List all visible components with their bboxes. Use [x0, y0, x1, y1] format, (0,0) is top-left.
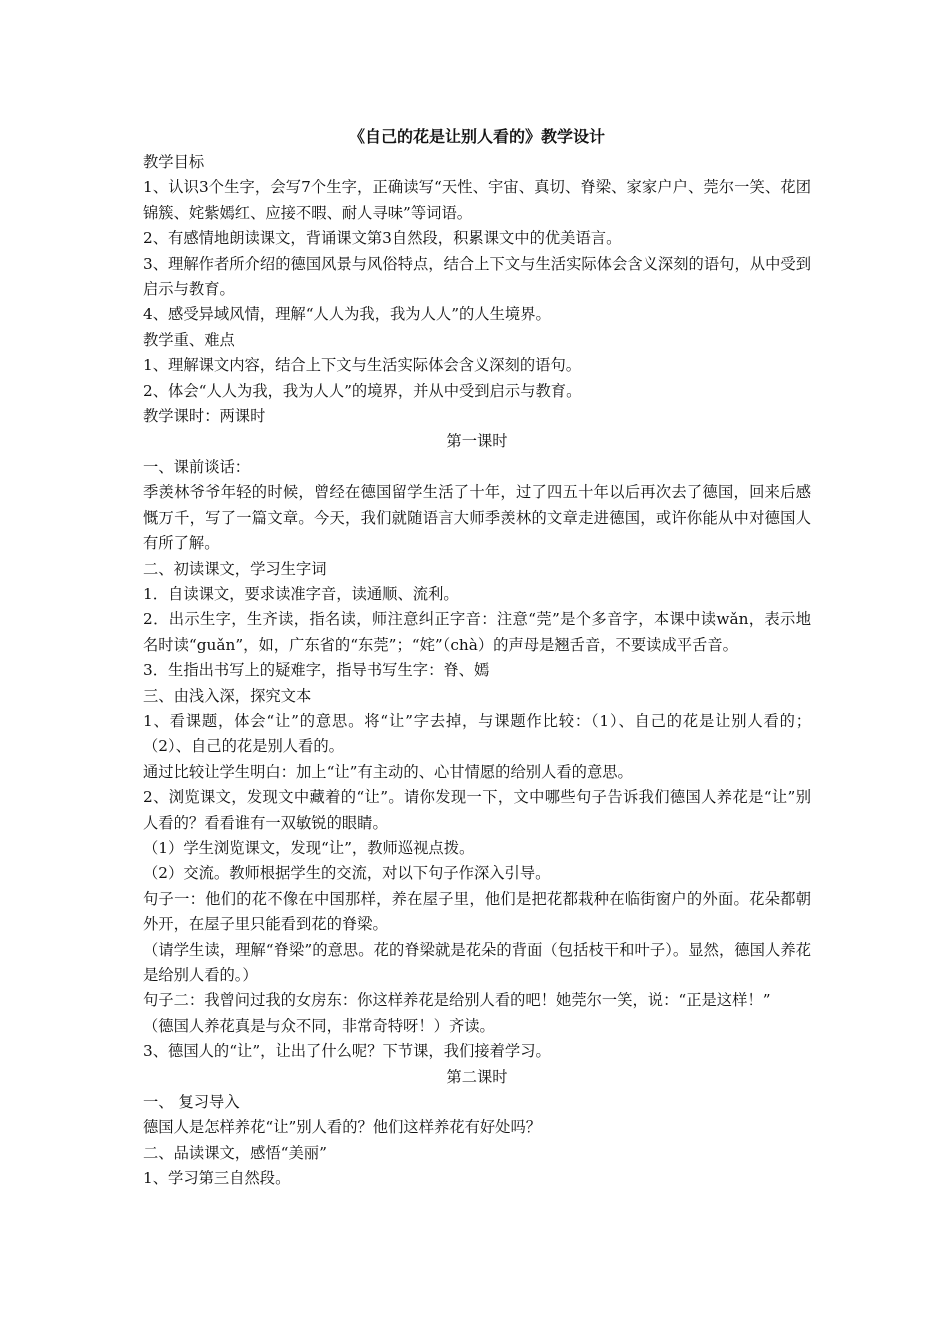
- paragraph: 二、品读课文，感悟“美丽”: [143, 1143, 327, 1162]
- paragraph: （2）交流。教师根据学生的交流，对以下句子作深入引导。: [143, 864, 551, 883]
- paragraph: （请学生读，理解“脊梁”的意思。花的脊梁就是花朵的背面（包括枝干和叶子）。显然，德国人养花是给别人看的。）: [143, 940, 811, 984]
- paragraph-list: [143, 150, 811, 1192]
- paragraph: 4、感受异域风情，理解“人人为我，我为人人”的人生境界。: [143, 305, 551, 324]
- document-body: [143, 124, 811, 1192]
- paragraph: 1、看课题，体会“让”的意思。将“让”字去掉，与课题作比较：（1）、自己的花是让别人看的；（2）、自己的花是别人看的。: [143, 711, 811, 756]
- paragraph: 德国人是怎样养花“让”别人看的？他们这样养花有好处吗？: [143, 1118, 542, 1137]
- paragraph: 3、德国人的“让”，让出了什么呢？下节课，我们接着学习。: [143, 1042, 551, 1061]
- paragraph: 教学目标: [143, 153, 205, 171]
- section-heading: 第一课时: [446, 432, 508, 451]
- paragraph: 1、理解课文内容，结合上下文与生活实际体会含义深刻的语句。: [143, 356, 582, 375]
- paragraph: 三、由浅入深，探究文本: [143, 686, 312, 705]
- section-heading: 第二课时: [446, 1067, 508, 1086]
- paragraph: 2、有感情地朗读课文，背诵课文第3自然段，积累课文中的优美语言。: [143, 229, 622, 248]
- paragraph: 一、课前谈话：: [143, 457, 251, 476]
- document-title: 《自己的花是让别人看的》教学设计: [348, 127, 605, 146]
- paragraph: 1、认识3个生字，会写7个生字，正确读写“天性、宇宙、真切、脊梁、家家户户、莞尔一笑、花团锦簇、姹紫嫣红、应接不暇、耐人寻味”等词语。: [143, 178, 811, 222]
- paragraph: 教学课时：两课时: [143, 407, 266, 426]
- paragraph: 二、初读课文，学习生字词: [143, 559, 327, 578]
- paragraph: 2、体会“人人为我，我为人人”的境界，并从中受到启示与教育。: [143, 381, 582, 400]
- paragraph: （德国人养花真是与众不同，非常奇特呀！）齐读。: [143, 1016, 495, 1035]
- paragraph: 季羡林爷爷年轻的时候，曾经在德国留学生活了十年，过了四五十年以后再次去了德国，回来后感慨万千，写了一篇文章。今天，我们就随语言大师季羡林的文章走进德国，或许你能从中对德国人有所了解。: [143, 483, 811, 553]
- paragraph: 3．生指出书写上的疑难字，指导书写生字：脊、嫣: [143, 661, 490, 680]
- paragraph: 2、浏览课文，发现文中藏着的“让”。请你发现一下，文中哪些句子告诉我们德国人养花是“让”别人看的？看看谁有一双敏锐的眼睛。: [143, 788, 811, 832]
- paragraph: 1．自读课文，要求读准字音，读通顺、流利。: [143, 584, 459, 603]
- paragraph: 2．出示生字，生齐读，指名读，师注意纠正字音：注意“莞”是个多音字，本课中读wǎn，表示地名时读“guǎn”，如，广东省的“东莞”；“姹”（chà）的声母是翘舌音，不要读成平舌音。: [143, 610, 811, 654]
- paragraph: （1）学生浏览课文，发现“让”，教师巡视点拨。: [143, 838, 475, 857]
- paragraph: 1、学习第三自然段。: [143, 1169, 291, 1188]
- paragraph: 教学重、难点: [143, 330, 235, 349]
- paragraph: 3、理解作者所介绍的德国风景与风俗特点，结合上下文与生活实际体会含义深刻的语句，从中受到启示与教育。: [143, 254, 811, 299]
- paragraph: 一、 复习导入: [143, 1093, 240, 1112]
- paragraph: 句子二：我曾问过我的女房东：你这样养花是给别人看的吧！她莞尔一笑，说：“正是这样！”: [143, 991, 771, 1010]
- paragraph: 句子一：他们的花不像在中国那样，养在屋子里，他们是把花都栽种在临街窗户的外面。花朵都朝外开，在屋子里只能看到花的脊梁。: [143, 889, 811, 934]
- paragraph: 通过比较让学生明白：加上“让”有主动的、心甘情愿的给别人看的意思。: [143, 762, 633, 781]
